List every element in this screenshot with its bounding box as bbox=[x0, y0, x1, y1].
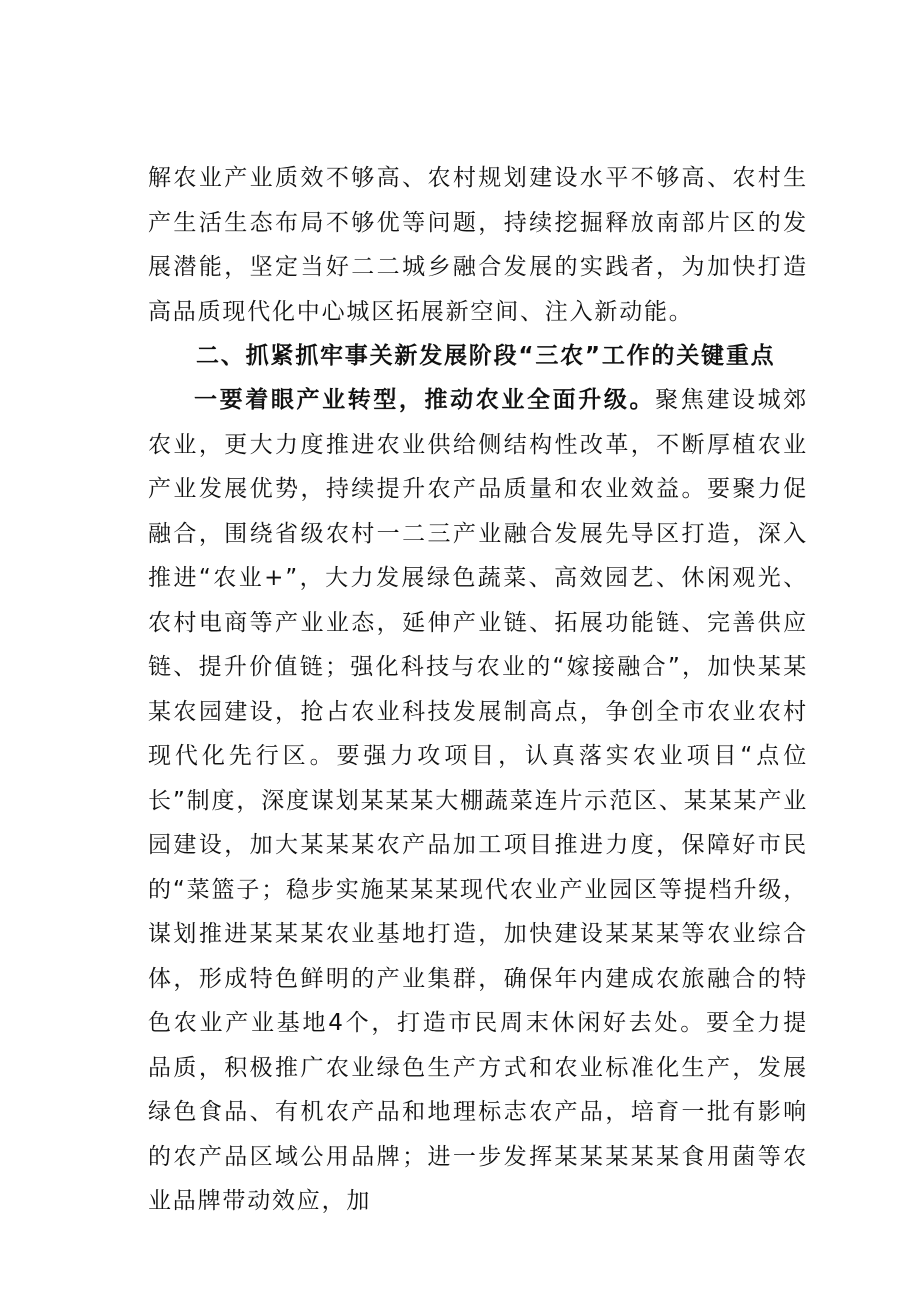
section-heading: 二、抓紧抓牢事关新发展阶段“三农”工作的关键重点 bbox=[196, 343, 776, 369]
paragraph-body-text: 聚焦建设城郊农业，更大力度推进农业供给侧结构性改革，不断厚植农业产业发展优势，持续提升农产品质量和农业效益。要聚力促融合，围绕省级农村一二三产业融合发展先导区打造，深入推进“农业+”，大力发展绿色蔬菜、高效园艺、休闲观光、农村电商等产业业态，延伸产业链、拓展功能链、完善供应链、提升价值链；强化科技与农业的“嫁接融合”，加快某某某农园建设，抢占农业科技发展制高点，争创全市农业农村现代化先行区。要强力攻项目，认真落实农业项目“点位长”制度，深度谋划某某某大棚蔬菜连片示范区、某某某产业园建设，加大某某某农产品加工项目推进力度，保障好市民的“菜篮子；稳步实施某某某现代农业产业园区等提档升级，谋划推进某某某农业基地打造，加快建设某某某等农业综合体，形成特色鲜明的产业集群，确保年内建成农旅融合的特色农业产业基地4个，打造市民周末休闲好去处。要全力提品质，积极推广农业绿色生产方式和农业标准化生产，发展绿色食品、有机农产品和地理标志农产品，培育一批有影响的农产品区域公用品牌；进一步发挥某某某某某食用菌等农业品牌带动效应，加 bbox=[148, 387, 808, 1214]
paragraph-lead-sentence: 一要着眼产业转型，推动农业全面升级。 bbox=[194, 387, 656, 413]
continued-paragraph: 解农业产业质效不够高、农村规划建设水平不够高、农村生产生活生态布局不够优等问题，持续挖掘释放南部片区的发展潜能，坚定当好二二城乡融合发展的实践者，为加快打造高品质现代化中心城区拓展新空间、注入新动能。 bbox=[148, 165, 808, 325]
body-paragraph bbox=[148, 378, 808, 1224]
